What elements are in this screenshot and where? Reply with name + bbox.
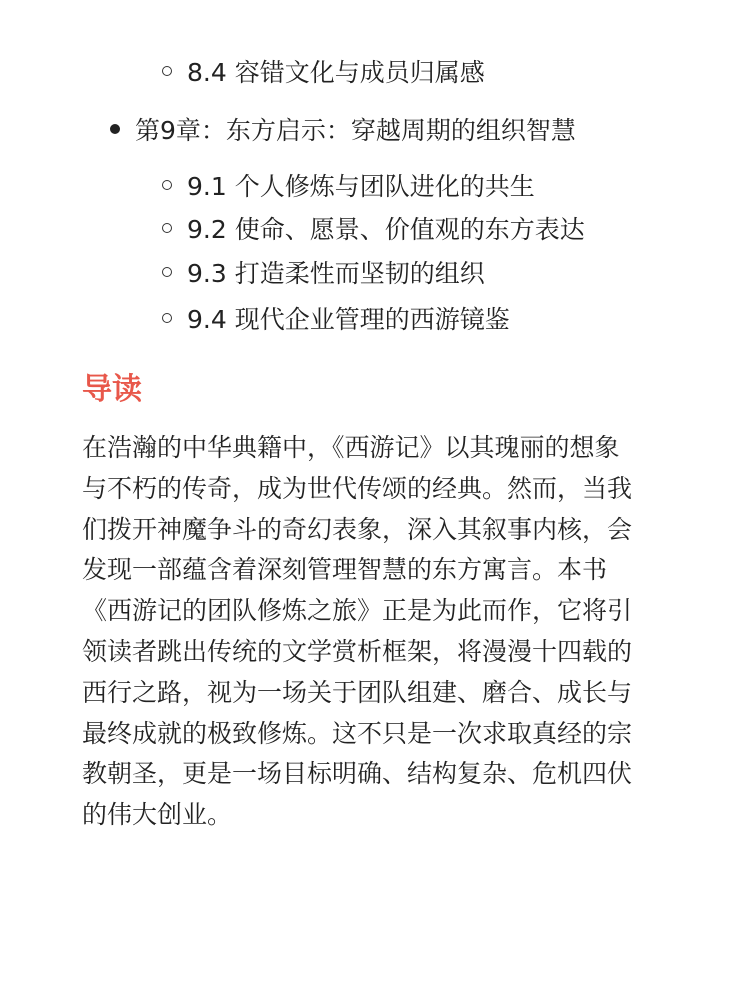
paragraph-line: 教朝圣，更是一场目标明确、结构复杂、危机四伏 <box>82 759 633 789</box>
hollow-circle-bullet-icon <box>162 313 172 323</box>
paragraph-line: 《西游记的团队修炼之旅》正是为此而作，它将引 <box>82 596 633 626</box>
hollow-circle-bullet-icon <box>162 180 172 190</box>
toc-chapter-label: 第9章：东方启示：穿越周期的组织智慧 <box>135 116 576 145</box>
toc-item-label: 9.4 现代企业管理的西游镜鉴 <box>187 305 510 334</box>
toc-item-label: 8.4 容错文化与成员归属感 <box>187 58 485 87</box>
hollow-circle-bullet-icon <box>162 267 172 277</box>
hollow-circle-bullet-icon <box>162 223 172 233</box>
paragraph-line: 在浩瀚的中华典籍中，《西游记》以其瑰丽的想象 <box>82 433 620 462</box>
intro-paragraph <box>82 428 672 836</box>
paragraph-line: 的伟大创业。 <box>82 800 233 830</box>
paragraph-line: 领读者跳出传统的文学赏析框架，将漫漫十四载的 <box>82 636 633 666</box>
toc-chapter-9 <box>110 109 576 149</box>
toc-item-9-3 <box>162 252 485 292</box>
paragraph-line: 们拨开神魔争斗的奇幻表象，深入其叙事内核，会 <box>82 514 633 544</box>
toc-item-9-1 <box>162 165 535 205</box>
paragraph-line: 与不朽的传奇，成为世代传颂的经典。然而，当我 <box>82 473 633 503</box>
filled-circle-bullet-icon <box>110 124 120 134</box>
toc-item-8-4 <box>162 51 485 91</box>
toc-item-9-2 <box>162 208 585 248</box>
hollow-circle-bullet-icon <box>162 66 172 76</box>
toc-item-9-4 <box>162 298 510 338</box>
toc-item-label: 9.2 使命、愿景、价值观的东方表达 <box>187 215 585 244</box>
toc-item-label: 9.3 打造柔性而坚韧的组织 <box>187 259 485 288</box>
section-heading: 导读 <box>82 372 142 407</box>
paragraph-line: 发现一部蕴含着深刻管理智慧的东方寓言。本书 <box>82 555 608 585</box>
toc-item-label: 9.1 个人修炼与团队进化的共生 <box>187 172 535 201</box>
paragraph-line: 最终成就的极致修炼。这不只是一次求取真经的宗 <box>82 718 633 748</box>
paragraph-line: 西行之路，视为一场关于团队组建、磨合、成长与 <box>82 677 633 707</box>
